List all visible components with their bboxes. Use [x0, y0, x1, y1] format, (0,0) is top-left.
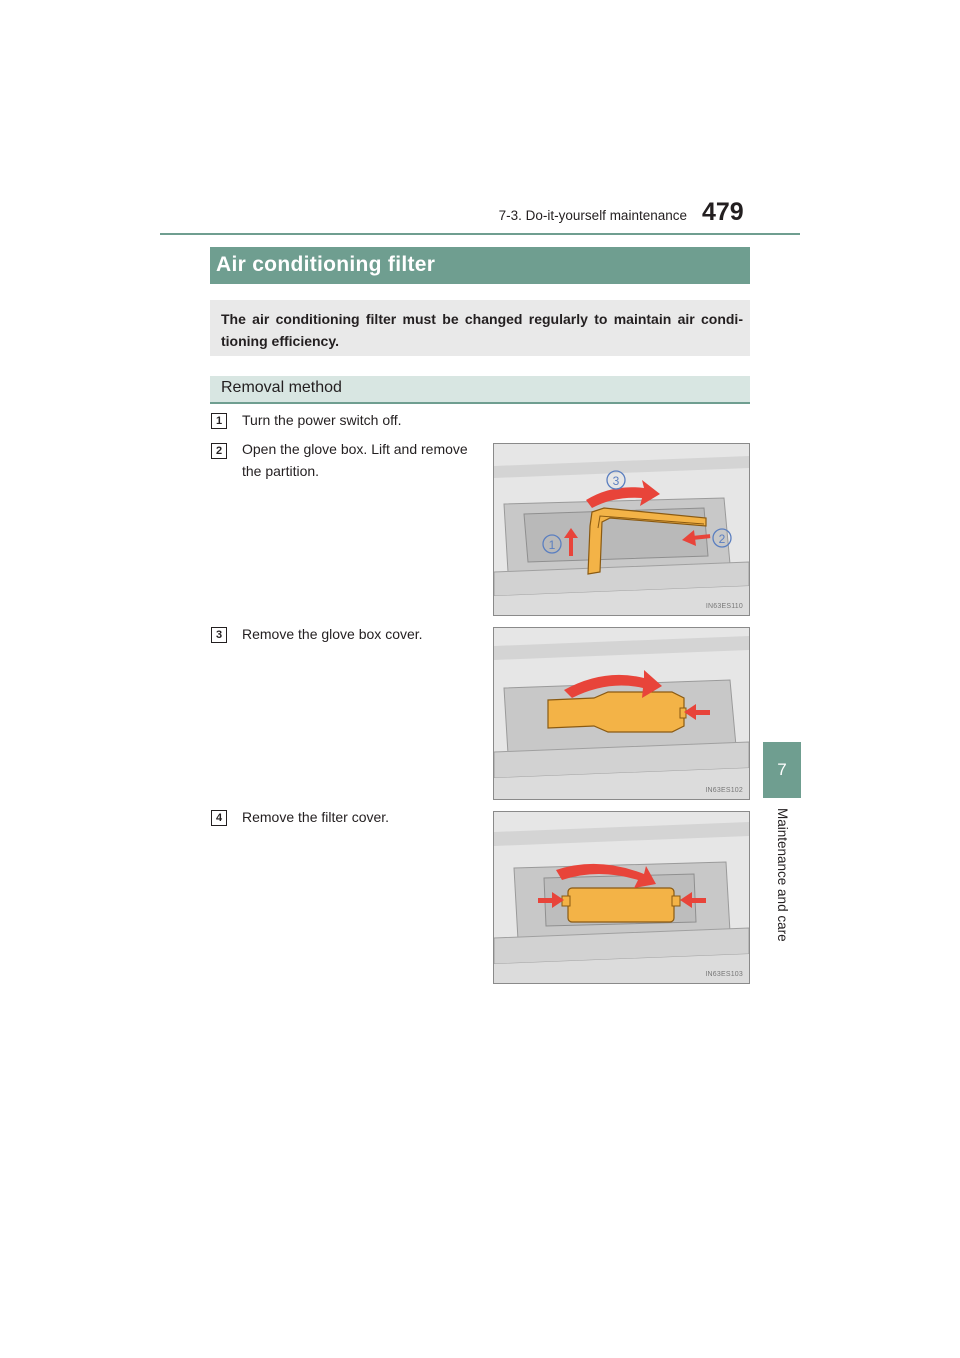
step-text-4: Remove the filter cover. [242, 809, 390, 825]
step-text-1: Turn the power switch off. [242, 412, 402, 428]
figure-remove-partition [493, 443, 750, 616]
step-number-1: 1 [211, 413, 227, 429]
figure-remove-glovebox-cover [493, 627, 750, 800]
step-number-4: 4 [211, 810, 227, 826]
callout-2: 2 [718, 532, 726, 546]
chapter-title-label: Maintenance and care [775, 808, 790, 942]
figure-code: IN63ES110 [705, 603, 743, 610]
subsection-title: Removal method [221, 379, 342, 396]
intro-box [210, 300, 750, 356]
figure-code: IN63ES102 [705, 787, 743, 794]
step-text-2: Open the glove box. Lift and remove the partition. [242, 441, 468, 479]
step-number-2: 2 [211, 443, 227, 459]
page-number: 479 [702, 198, 744, 226]
partition-illustration [494, 444, 749, 615]
intro-text: The air conditioning filter must be changed regularly to maintain air condi-tioning efficiency. [221, 311, 743, 349]
running-header-section: 7-3. Do-it-yourself maintenance [498, 208, 687, 223]
callout-1: 1 [548, 538, 556, 552]
glovebox-cover-illustration [494, 628, 749, 799]
chapter-title-vertical [770, 808, 794, 958]
chapter-tab[interactable]: 7 [763, 742, 801, 798]
figure-remove-filter-cover [493, 811, 750, 984]
callout-3: 3 [612, 474, 620, 488]
step-text-3: Remove the glove box cover. [242, 626, 423, 642]
header-divider [160, 233, 800, 235]
section-title-bar [210, 247, 750, 284]
figure-code: IN63ES103 [705, 971, 743, 978]
step-number-3: 3 [211, 627, 227, 643]
subsection-bar [210, 376, 750, 404]
section-title: Air conditioning filter [216, 253, 436, 276]
filter-cover-illustration [494, 812, 749, 983]
